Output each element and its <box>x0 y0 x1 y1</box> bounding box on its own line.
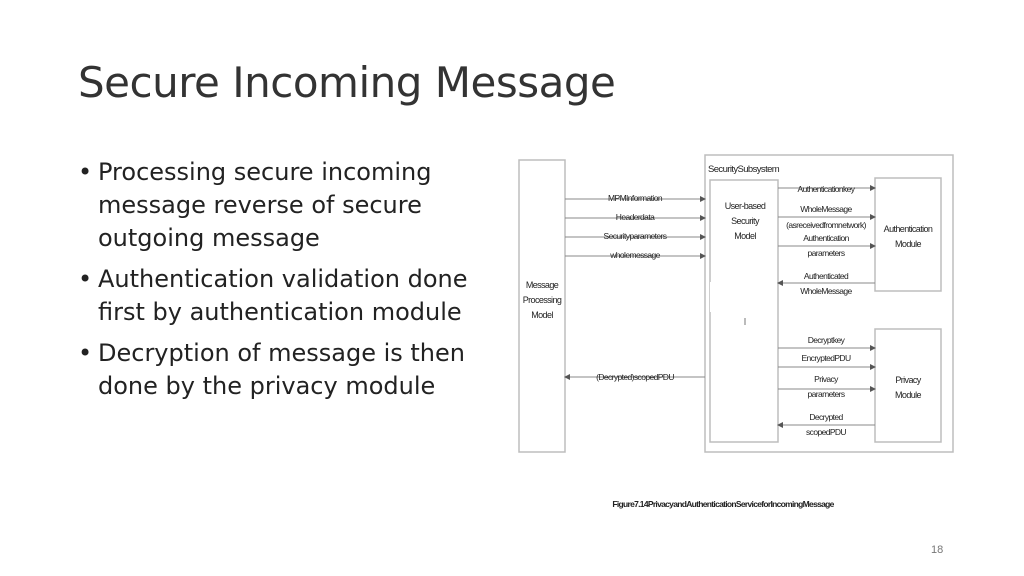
usm-internal-gap <box>710 282 744 312</box>
bullet-item: • Authentication validation done first by authentication module <box>78 263 498 329</box>
slide-title: Secure Incoming Message <box>78 58 616 107</box>
mpm-input-label: Securityparameters <box>603 231 667 241</box>
mpm-label-line: Message <box>525 280 559 290</box>
auth-output-label: WholeMessage <box>800 286 852 296</box>
mpm-label-line: Model <box>531 310 553 320</box>
auth-input-label: Authenticationkey <box>797 184 855 194</box>
auth-input-label: (asreceivedfromnetwork) <box>786 220 866 230</box>
decrypted-pdu-label: (Decrypted)scopedPDU <box>596 372 674 382</box>
bullet-item: • Processing secure incoming message reverse of secure outgoing message <box>78 156 498 255</box>
auth-input-label: Authentication <box>803 233 849 243</box>
priv-input-label: parameters <box>807 389 845 399</box>
auth-module-label-line: Module <box>895 239 921 249</box>
mpm-input-label: Headerdata <box>615 212 655 222</box>
auth-module-label-line: Authentication <box>883 224 933 234</box>
message-processing-model-box <box>519 160 565 452</box>
usm-label-line: Model <box>734 231 756 241</box>
auth-input-label: WholeMessage <box>800 204 852 214</box>
usm-label-line: Security <box>731 216 759 226</box>
bullet-item: • Decryption of message is then done by the privacy module <box>78 337 498 403</box>
priv-input-label: Decryptkey <box>807 335 845 345</box>
priv-module-label-line: Module <box>895 390 921 400</box>
authentication-module-box <box>875 178 941 291</box>
mpm-label-line: Processing <box>522 295 562 305</box>
figure-caption: Figure7.14PrivacyandAuthenticationServiceforIncomingMessage <box>612 499 834 509</box>
priv-output-label: scopedPDU <box>806 427 846 437</box>
mpm-input-label: wholemessage <box>610 250 660 260</box>
priv-module-label-line: Privacy <box>895 375 921 385</box>
priv-input-label: Privacy <box>814 374 838 384</box>
usm-label-line: User-based <box>724 201 766 211</box>
privacy-module-box <box>875 329 941 442</box>
auth-input-label: parameters <box>807 248 845 258</box>
priv-output-label: Decrypted <box>809 412 843 422</box>
auth-output-label: Authenticated <box>803 271 849 281</box>
mpm-input-label: MPMInformation <box>608 193 662 203</box>
security-subsystem-label: SecuritySubsystem <box>708 164 780 175</box>
page-number: 18 <box>931 544 944 556</box>
priv-input-label: EncryptedPDU <box>801 353 851 363</box>
